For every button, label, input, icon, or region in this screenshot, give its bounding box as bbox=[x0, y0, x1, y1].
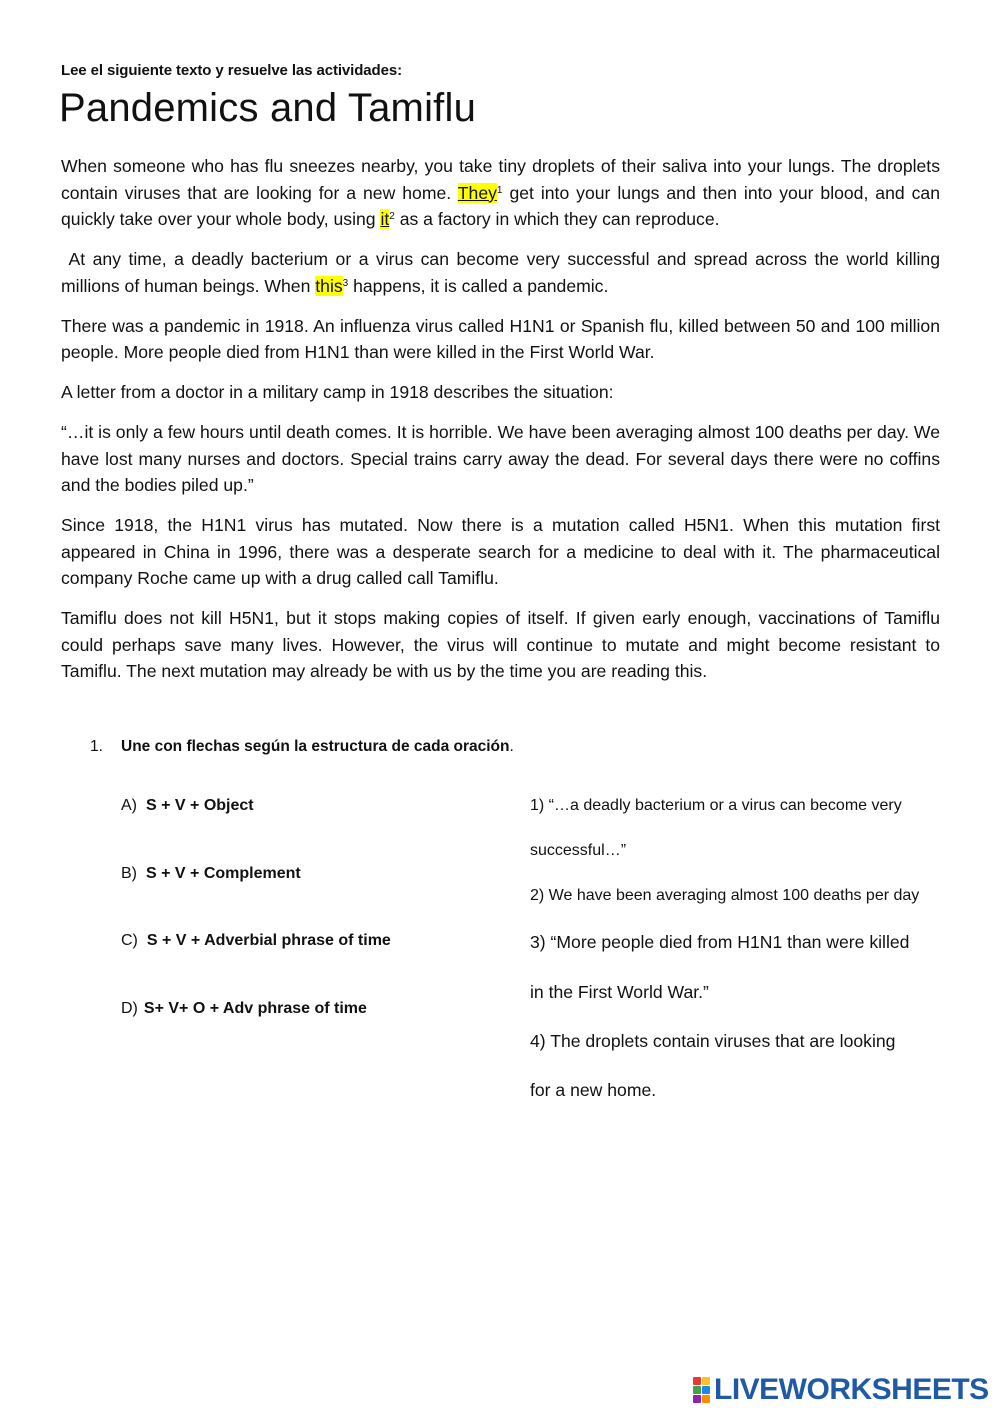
match-sentence-line: 2) We have been averaging almost 100 deaths per day bbox=[530, 887, 920, 904]
page-title: Pandemics and Tamiflu bbox=[59, 86, 477, 130]
paragraph-text: get into your lungs and then into your blood, and can quickly take over your whole body, using bbox=[61, 182, 940, 229]
reference-number-3: 3 bbox=[342, 277, 349, 289]
article-paragraph-3: There was a pandemic in 1918. An influenza virus called H1N1 or Spanish flu, killed between 50 and 100 million people. More people died from H1N1 than were killed in the First World War. bbox=[61, 315, 940, 362]
logo-wordmark: LIVEWORKSHEETS bbox=[714, 1373, 989, 1406]
match-letter: C) bbox=[121, 932, 138, 949]
paragraph-text: At any time, a deadly bacterium or a virus can become very successful and spread across the world killing millions of human beings. When bbox=[61, 249, 940, 296]
paragraph-text: When someone who has flu sneezes nearby, you take tiny droplets of their saliva into your lungs. The droplets contain viruses that are looking for a new home. bbox=[61, 156, 940, 203]
exercise-instruction: Une con flechas según la estructura de cada oración bbox=[121, 738, 510, 755]
article-body bbox=[61, 153, 940, 698]
article-paragraph-2 bbox=[61, 246, 940, 299]
logo-block bbox=[702, 1377, 710, 1385]
liveworksheets-logo bbox=[693, 1375, 989, 1405]
match-sentence-line: 3) “More people died from H1N1 than were killed bbox=[530, 932, 910, 952]
paragraph-text: as a factory in which they can reproduce. bbox=[394, 209, 720, 229]
exercise-number: 1. bbox=[90, 738, 103, 755]
logo-block bbox=[693, 1395, 701, 1403]
match-structure: S + V + Adverbial phrase of time bbox=[146, 932, 391, 949]
article-paragraph-5: “…it is only a few hours until death comes. It is horrible. We have been averaging almost 100 deaths per day. We have lost many nurses and doctors. Special trains carry away the dead. For several days there were no coffins and the bodies piled up.” bbox=[61, 422, 940, 495]
match-structure: S+ V+ O + Adv phrase of time bbox=[143, 1000, 367, 1017]
match-sentence-line: in the First World War.” bbox=[530, 982, 709, 1002]
match-letter: D) bbox=[121, 1000, 138, 1017]
match-left-item-c[interactable] bbox=[121, 932, 391, 950]
match-sentence-line: 4) The droplets contain viruses that are looking bbox=[530, 1031, 896, 1051]
match-left-item-a[interactable] bbox=[121, 797, 254, 815]
reference-number-1: 1 bbox=[496, 184, 503, 196]
article-paragraph-6: Since 1918, the H1N1 virus has mutated. Now there is a mutation called H5N1. When this mutation first appeared in China in 1996, there was a desperate search for a medicine to deal with it. The pharmaceutical company Roche came up with a drug called call Tamiflu. bbox=[61, 515, 940, 588]
activity-instruction: Lee el siguiente texto y resuelve las actividades: bbox=[61, 62, 402, 79]
match-letter: B) bbox=[121, 865, 137, 882]
reference-word-2: it bbox=[380, 209, 390, 229]
reference-number-2: 2 bbox=[389, 211, 395, 222]
logo-block bbox=[702, 1395, 710, 1403]
exercise-heading bbox=[90, 738, 514, 756]
reference-word-3: this bbox=[315, 275, 343, 296]
match-left-item-b[interactable] bbox=[121, 865, 301, 883]
article-paragraph-7: Tamiflu does not kill H5N1, but it stops making copies of itself. If given early enough, vaccinations of Tamiflu could perhaps save many lives. However, the virus will continue to mutate and might become resistant to Tamiflu. The next mutation may already be with us by the time you are reading this. bbox=[61, 608, 940, 681]
match-sentence-line: successful…” bbox=[530, 842, 627, 859]
reference-word-1: They bbox=[457, 182, 497, 203]
liveworksheets-blocks-icon bbox=[693, 1377, 711, 1403]
logo-block bbox=[702, 1386, 710, 1394]
match-structure: S + V + Complement bbox=[146, 865, 301, 882]
match-structure: S + V + Object bbox=[146, 797, 254, 814]
logo-block bbox=[693, 1377, 701, 1385]
article-paragraph-4: A letter from a doctor in a military camp in 1918 describes the situation: bbox=[61, 382, 614, 402]
paragraph-text: happens, it is called a pandemic. bbox=[348, 275, 609, 296]
match-sentence-line: 1) “…a deadly bacterium or a virus can become very bbox=[530, 797, 902, 814]
article-paragraph-1 bbox=[61, 153, 940, 233]
match-left-item-d[interactable] bbox=[121, 1000, 367, 1018]
match-sentence-line: for a new home. bbox=[530, 1080, 657, 1100]
exercise-instruction-period: . bbox=[509, 738, 514, 755]
logo-block bbox=[693, 1386, 701, 1394]
match-letter: A) bbox=[121, 797, 137, 814]
